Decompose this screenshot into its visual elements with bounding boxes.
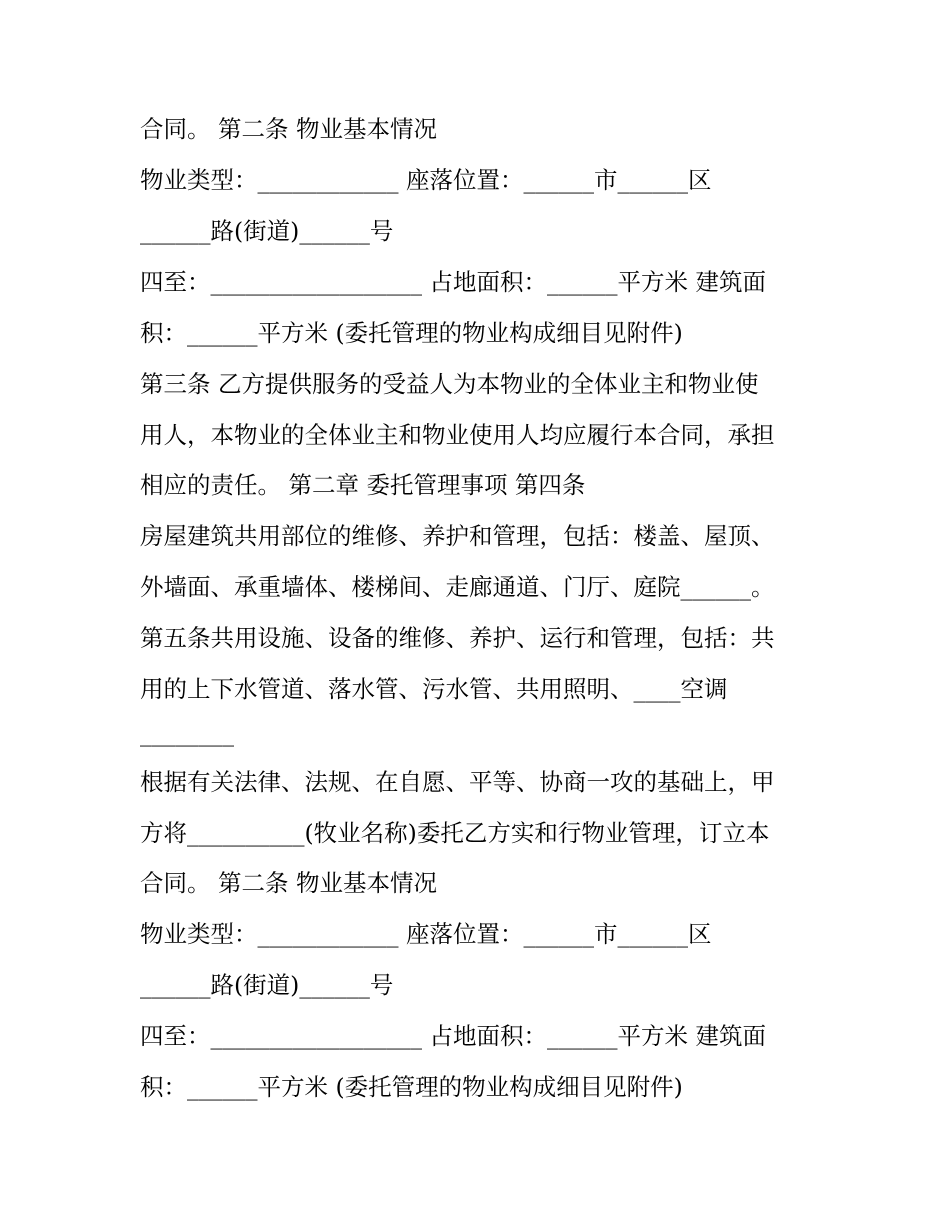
text-line: 物业类型：____________ 座落位置：______市______区 — [140, 920, 712, 948]
text-line: 第五条共用设施、设备的维修、养护、运行和管理，包括：共 — [140, 624, 775, 652]
text-line: 相应的责任。 第二章 委托管理事项 第四条 — [140, 471, 586, 499]
text-line: 外墙面、承重墙体、楼梯间、走廊通道、门厅、庭院______。 — [140, 573, 775, 601]
text-line: ______路(街道)______号 — [140, 217, 394, 245]
text-line: 合同。 第二条 物业基本情况 — [140, 115, 437, 143]
text-line: 根据有关法律、法规、在自愿、平等、协商一攻的基础上，甲 — [140, 768, 775, 796]
text-line: 房屋建筑共用部位的维修、养护和管理，包括：楼盖、屋顶、 — [140, 522, 775, 550]
text-line: 第三条 乙方提供服务的受益人为本物业的全体业主和物业使 — [140, 370, 759, 398]
text-line: 方将__________(牧业名称)委托乙方实和行物业管理，订立本 — [140, 819, 770, 847]
text-line: ________ — [140, 719, 234, 747]
text-line: ______路(街道)______号 — [140, 971, 394, 999]
text-line: 合同。 第二条 物业基本情况 — [140, 869, 437, 897]
text-line: 物业类型：____________ 座落位置：______市______区 — [140, 166, 712, 194]
text-line: 用的上下水管道、落水管、污水管、共用照明、____空调 — [140, 675, 728, 703]
text-line: 四至：__________________ 占地面积：______平方米 建筑面 — [140, 268, 766, 296]
text-line: 用人，本物业的全体业主和物业使用人均应履行本合同，承担 — [140, 421, 775, 449]
text-line: 积：______平方米 (委托管理的物业构成细目见附件) — [140, 319, 683, 347]
text-line: 积：______平方米 (委托管理的物业构成细目见附件) — [140, 1073, 683, 1101]
text-line: 四至：__________________ 占地面积：______平方米 建筑面 — [140, 1022, 766, 1050]
